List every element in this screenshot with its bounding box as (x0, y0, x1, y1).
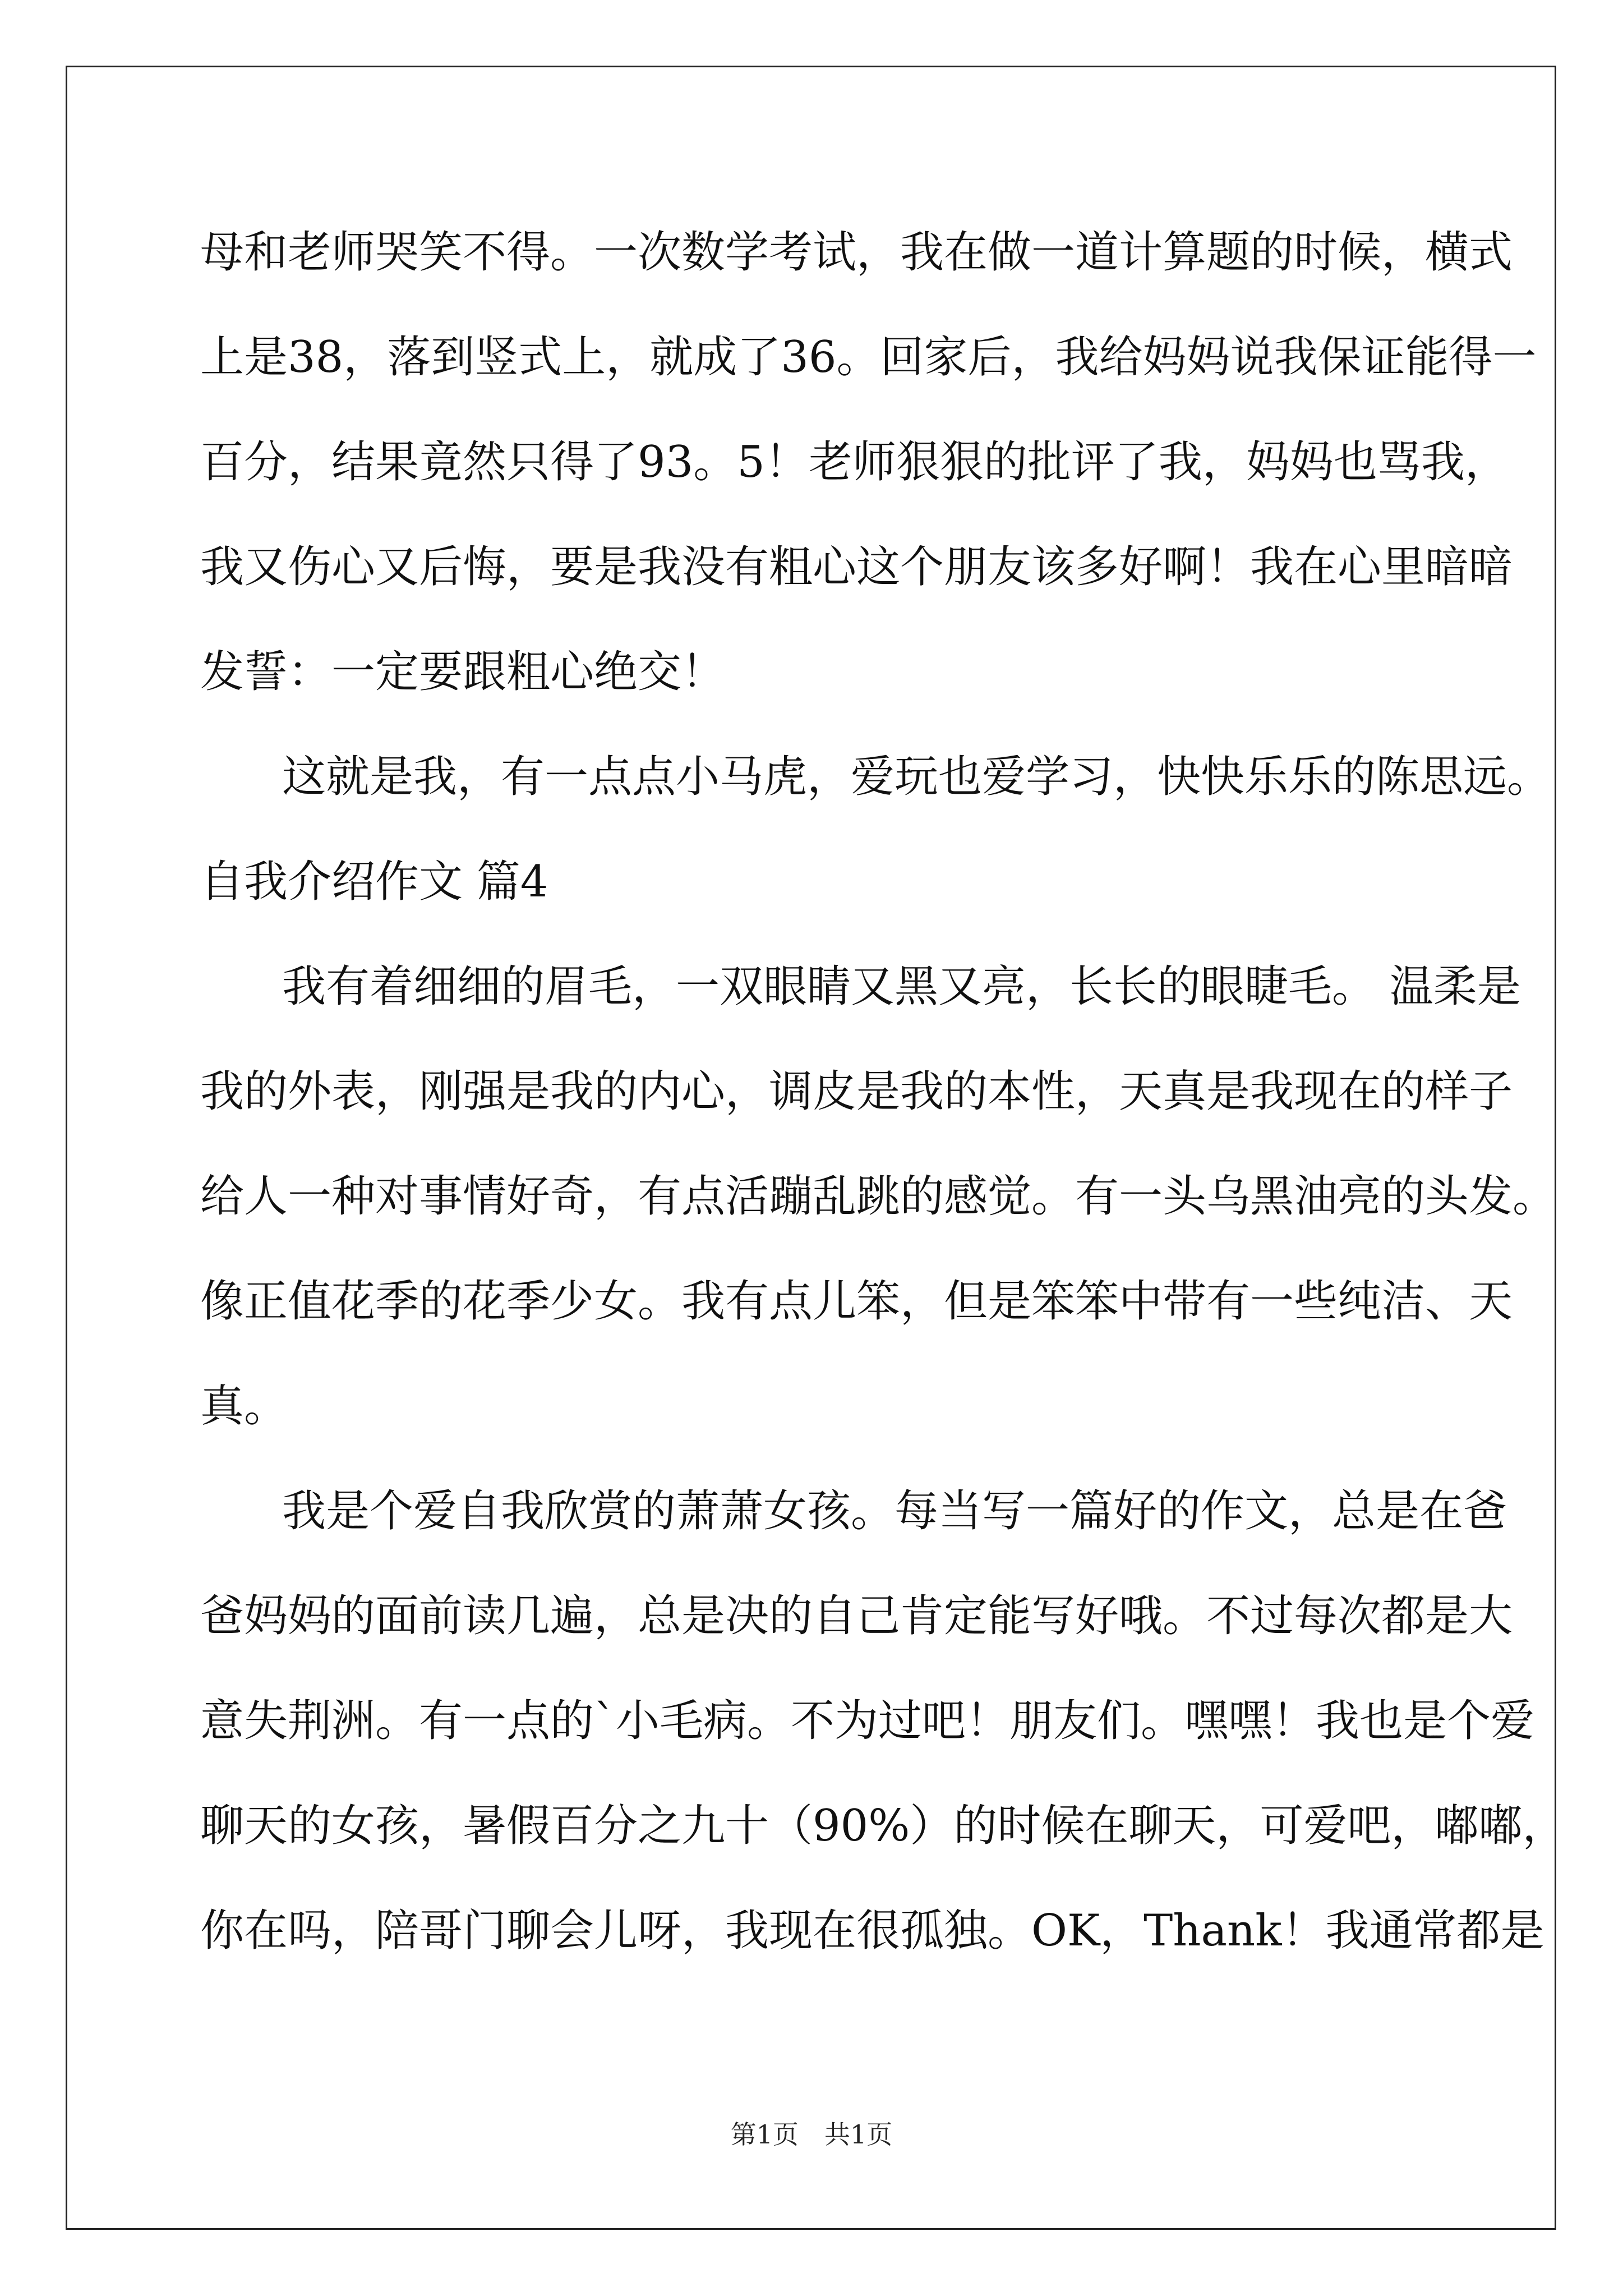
text-line-11: 像正值花季的花季少女。我有点儿笨，但是笨笨中带有一些纯洁、天 (200, 1276, 1513, 1327)
text-line-10: 给人一种对事情好奇，有点活蹦乱跳的感觉。有一头乌黑油亮的头发。 (200, 1171, 1557, 1222)
text-line-16: 聊天的女孩，暑假百分之九十（90%）的时候在聊天，可爱吧，嘟嘟， (200, 1801, 1566, 1851)
text-line-13: 我是个爱自我欣赏的萧萧女孩。每当写一篇好的作文，总是在爸 (282, 1486, 1507, 1536)
section-heading: 自我介绍作文 篇4 (200, 857, 548, 907)
text-line-2: 上是38，落到竖式上，就成了36。回家后，我给妈妈说我保证能得一 (200, 332, 1537, 383)
text-line-9: 我的外表，刚强是我的内心，调皮是我的本性，天真是我现在的样子 (200, 1066, 1513, 1117)
text-line-14: 爸妈妈的面前读几遍，总是决的自己肯定能写好哦。不过每次都是大 (200, 1591, 1513, 1641)
text-line-1: 母和老师哭笑不得。一次数学考试，我在做一道计算题的时候，横式 (200, 227, 1513, 278)
text-line-6: 这就是我，有一点点小马虎，爱玩也爱学习，快快乐乐的陈思远。 (282, 752, 1551, 802)
text-line-15: 意失荆洲。有一点的`小毛病。不为过吧！朋友们。嘿嘿！我也是个爱 (200, 1696, 1535, 1746)
text-line-8: 我有着细细的眉毛，一双眼睛又黑又亮，长长的眼睫毛。 温柔是 (282, 961, 1521, 1012)
text-line-4: 我又伤心又后悔，要是我没有粗心这个朋友该多好啊！我在心里暗暗 (200, 542, 1513, 592)
page-footer: 第1页 共1页 (730, 2119, 893, 2150)
text-line-5: 发誓：一定要跟粗心绝交！ (200, 647, 726, 697)
text-line-12: 真。 (200, 1381, 288, 1432)
text-line-17: 你在吗，陪哥门聊会儿呀，我现在很孤独。OK，Thank！我通常都是 (200, 1906, 1544, 1956)
text-line-3: 百分，结果竟然只得了93。5！老师狠狠的批评了我，妈妈也骂我， (200, 437, 1509, 487)
